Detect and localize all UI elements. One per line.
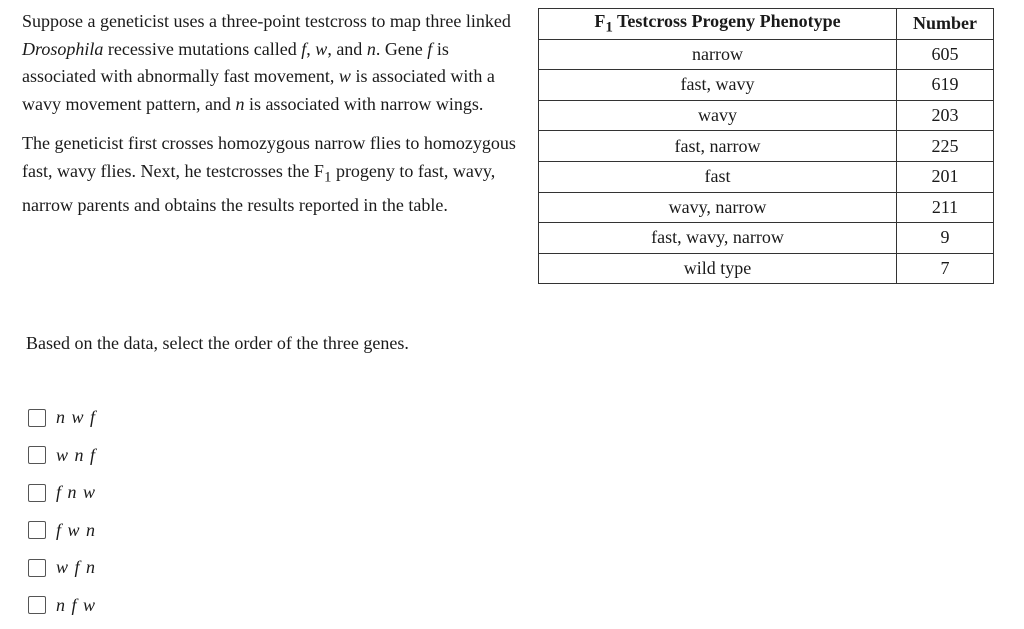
- gene-symbol: w: [338, 66, 351, 86]
- intro-text: recessive mutations called: [103, 38, 302, 59]
- option-label: n w f: [56, 407, 97, 428]
- answer-options: [28, 399, 96, 624]
- gene-symbol: n: [235, 93, 245, 114]
- option-label: n f w: [56, 594, 97, 615]
- header-phenotype: $F_1$ Testcross Progeny Phenotype: [539, 9, 897, 40]
- option-n-f-w[interactable]: [28, 587, 96, 625]
- phenotype-cell: fast, wavy, narrow: [539, 223, 897, 254]
- gene-symbol: w: [315, 38, 328, 59]
- table-row: [539, 39, 994, 70]
- progeny-table: [538, 8, 994, 284]
- phenotype-cell: wavy, narrow: [539, 192, 897, 223]
- intro-text: The geneticist first crosses homozygous narrow flies to homozygous fast, wavy flies. Next, he testcrosses the F: [22, 133, 516, 181]
- number-cell: 211: [897, 192, 994, 223]
- option-label: f n w: [56, 482, 97, 503]
- checkbox[interactable]: [28, 596, 46, 614]
- number-cell: 605: [897, 39, 994, 70]
- phenotype-cell: wavy: [539, 100, 897, 131]
- species-name: Drosophila: [22, 38, 104, 59]
- intro-text: Suppose a geneticist uses a three-point testcross to map three linked: [22, 11, 511, 31]
- phenotype-cell: fast, narrow: [539, 131, 897, 162]
- option-w-f-n[interactable]: [28, 549, 96, 587]
- number-cell: 203: [897, 100, 994, 131]
- checkbox[interactable]: [28, 446, 46, 464]
- header-number: Number: [897, 9, 994, 40]
- table-header-row: [539, 9, 994, 40]
- number-cell: 7: [897, 253, 994, 284]
- intro-text: is associated with a wavy movement pattern, and: [22, 66, 495, 114]
- option-f-n-w[interactable]: [28, 474, 96, 512]
- table-row: [539, 100, 994, 131]
- table-row: [539, 70, 994, 101]
- intro-paragraph-1: [22, 8, 517, 118]
- phenotype-cell: wild type: [539, 253, 897, 284]
- option-w-n-f[interactable]: [28, 437, 96, 475]
- intro-paragraph-2: [22, 130, 517, 219]
- intro-text: progeny to fast, wavy, narrow parents and obtains the results reported in the table.: [22, 160, 496, 215]
- checkbox[interactable]: [28, 409, 46, 427]
- progeny-table-container: [538, 8, 994, 284]
- table-row: [539, 131, 994, 162]
- phenotype-cell: narrow: [539, 39, 897, 70]
- intro-text: is associated with narrow wings.: [244, 93, 484, 114]
- checkbox[interactable]: [28, 521, 46, 539]
- gene-symbol: f: [301, 38, 307, 59]
- intro-text: ,: [306, 38, 316, 59]
- phenotype-cell: fast, wavy: [539, 70, 897, 101]
- phenotype-cell: fast: [539, 161, 897, 192]
- question-intro: [22, 8, 517, 219]
- option-label: w f n: [56, 557, 97, 578]
- intro-text: , and: [327, 38, 367, 59]
- gene-symbol: f: [427, 38, 433, 59]
- table-row: [539, 161, 994, 192]
- number-cell: 9: [897, 223, 994, 254]
- option-label: f w n: [56, 519, 97, 540]
- number-cell: 225: [897, 131, 994, 162]
- intro-text: is associated with abnormally fast movement,: [22, 38, 449, 86]
- option-label: w n f: [56, 444, 97, 465]
- number-cell: 619: [897, 70, 994, 101]
- question-prompt: Based on the data, select the order of the three genes.: [26, 333, 409, 353]
- checkbox[interactable]: [28, 484, 46, 502]
- option-n-w-f[interactable]: [28, 399, 96, 437]
- table-row: [539, 192, 994, 223]
- table-row: [539, 253, 994, 284]
- intro-text: . Gene: [375, 38, 428, 59]
- subscript: 1: [323, 169, 332, 186]
- gene-symbol: n: [366, 38, 376, 59]
- checkbox[interactable]: [28, 559, 46, 577]
- number-cell: 201: [897, 161, 994, 192]
- option-f-w-n[interactable]: [28, 512, 96, 550]
- table-row: [539, 223, 994, 254]
